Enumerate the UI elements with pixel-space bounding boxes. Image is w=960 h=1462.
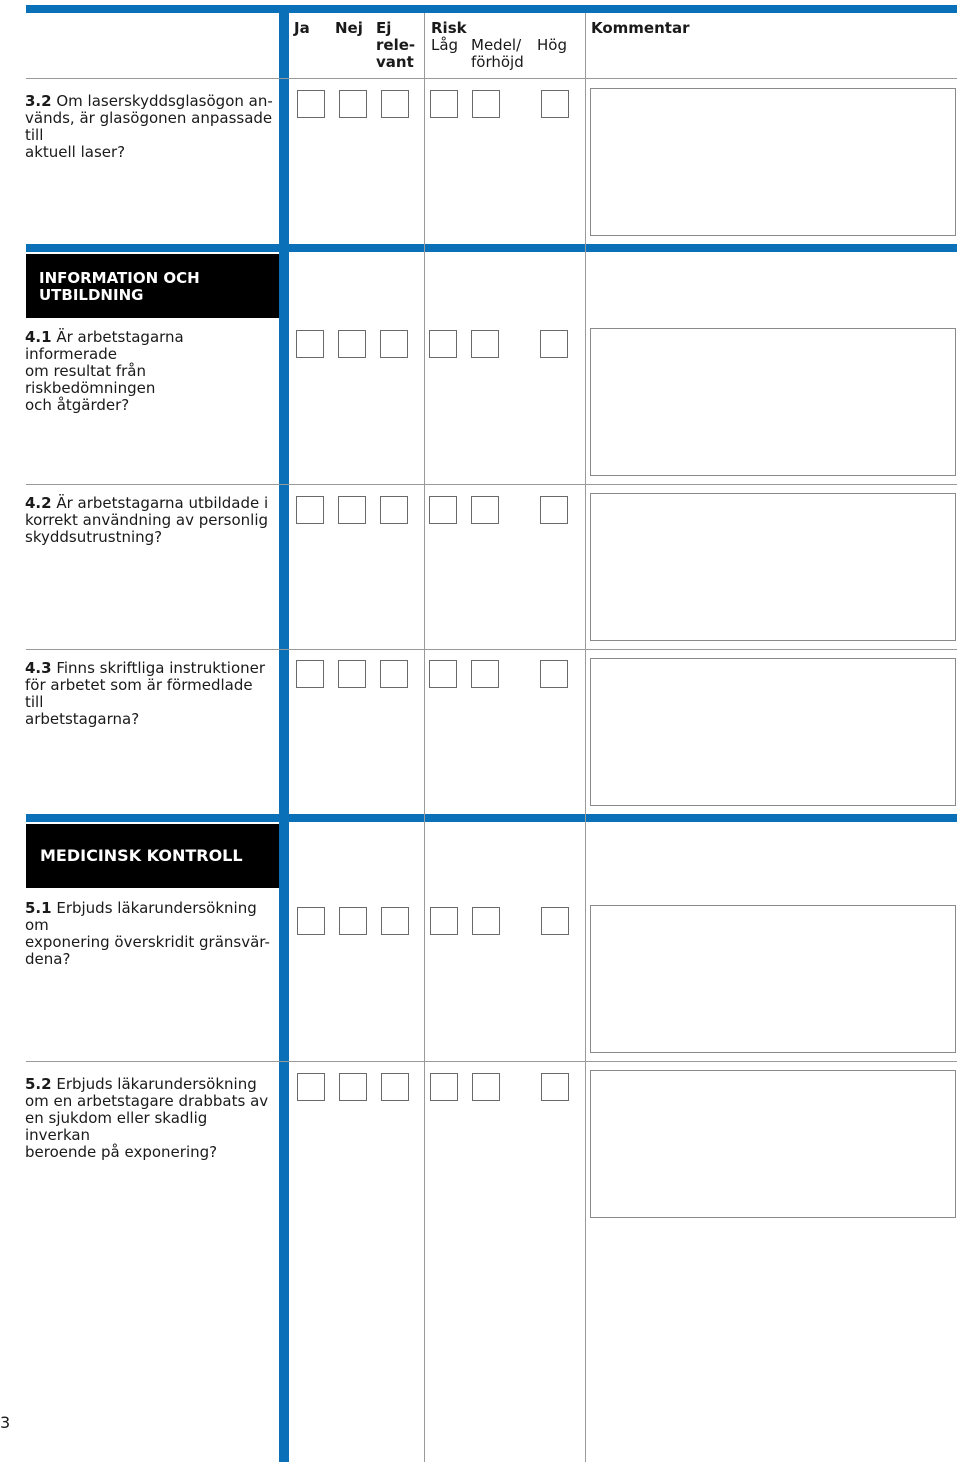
checkbox-5-2-risk-hog[interactable] — [541, 1073, 569, 1101]
header-medel-1: Medel/ — [471, 36, 522, 54]
question-text-line: om resultat från riskbedömningen — [25, 362, 156, 397]
question-text-line: en sjukdom eller skadlig inverkan — [25, 1109, 208, 1144]
checkbox-4-1-risk-lag[interactable] — [429, 330, 457, 358]
checkbox-4-1-risk-hog[interactable] — [540, 330, 568, 358]
question-number: 4.1 — [25, 328, 52, 346]
checkbox-3-2-risk-hog[interactable] — [541, 90, 569, 118]
checkbox-4-2-nej[interactable] — [338, 496, 366, 524]
header-ej-relevant-2: rele- — [376, 36, 416, 54]
checkbox-4-2-ja[interactable] — [296, 496, 324, 524]
header-nej: Nej — [335, 19, 363, 37]
question-text-line: arbetstagarna? — [25, 710, 140, 728]
question-text-line: Om laserskyddsglasögon an- — [51, 92, 273, 110]
question-text-line: Finns skriftliga instruktioner — [51, 659, 266, 677]
question-number: 4.2 — [25, 494, 52, 512]
checkbox-4-3-nej[interactable] — [338, 660, 366, 688]
checkbox-5-1-risk-medel[interactable] — [472, 907, 500, 935]
checkbox-5-2-ej-relevant[interactable] — [381, 1073, 409, 1101]
question-number: 3.2 — [25, 92, 52, 110]
checkbox-4-2-ej-relevant[interactable] — [380, 496, 408, 524]
question-number: 5.2 — [25, 1075, 52, 1093]
question-number: 4.3 — [25, 659, 52, 677]
header-hog: Hög — [537, 36, 567, 54]
section-header-information — [26, 254, 279, 318]
question-text-line: dena? — [25, 950, 71, 968]
section-title-line: UTBILDNING — [39, 286, 144, 304]
row-divider-q41 — [26, 484, 957, 485]
row-divider-header — [26, 78, 957, 79]
section-blue-bar-information — [26, 244, 957, 252]
checkbox-3-2-risk-medel[interactable] — [472, 90, 500, 118]
header-medel-2: förhöjd — [471, 53, 524, 71]
checkbox-5-1-nej[interactable] — [339, 907, 367, 935]
checkbox-4-2-risk-hog[interactable] — [540, 496, 568, 524]
checkbox-4-2-risk-medel[interactable] — [471, 496, 499, 524]
question-text-line: Är arbetstagarna utbildade i — [51, 494, 269, 512]
header-risk: Risk — [431, 19, 467, 37]
header-kommentar: Kommentar — [591, 19, 690, 37]
header-ej-relevant-3: vant — [376, 53, 414, 71]
question-text-line: korrekt användning av personlig — [25, 511, 269, 529]
checkbox-5-2-risk-lag[interactable] — [430, 1073, 458, 1101]
header-ja: Ja — [294, 19, 310, 37]
comment-box-5-2[interactable] — [590, 1070, 956, 1218]
checkbox-4-3-risk-lag[interactable] — [429, 660, 457, 688]
question-text-line: skyddsutrustning? — [25, 528, 163, 546]
checkbox-3-2-nej[interactable] — [339, 90, 367, 118]
checkbox-3-2-risk-lag[interactable] — [430, 90, 458, 118]
checkbox-5-2-risk-medel[interactable] — [472, 1073, 500, 1101]
question-4-3 — [25, 660, 275, 728]
checkbox-5-1-ej-relevant[interactable] — [381, 907, 409, 935]
question-3-2 — [25, 93, 275, 161]
vertical-blue-bar — [279, 5, 289, 1462]
comment-box-4-1[interactable] — [590, 328, 956, 476]
question-4-1 — [25, 329, 275, 414]
section-blue-bar-medicinsk — [26, 814, 957, 822]
question-text-line: Erbjuds läkarundersökning — [51, 1075, 257, 1093]
checkbox-4-3-risk-hog[interactable] — [540, 660, 568, 688]
section-header-medicinsk — [26, 824, 279, 888]
question-text-line: beroende på exponering? — [25, 1143, 218, 1161]
comment-box-3-2[interactable] — [590, 88, 956, 236]
question-5-2 — [25, 1076, 275, 1161]
checkbox-4-3-ej-relevant[interactable] — [380, 660, 408, 688]
row-divider-q51 — [26, 1061, 957, 1062]
checkbox-4-2-risk-lag[interactable] — [429, 496, 457, 524]
question-text-line: aktuell laser? — [25, 143, 126, 161]
checkbox-5-1-ja[interactable] — [297, 907, 325, 935]
column-divider-answers — [424, 13, 425, 1462]
page-number: 3 — [0, 1413, 11, 1432]
question-4-2 — [25, 495, 275, 546]
checkbox-4-1-nej[interactable] — [338, 330, 366, 358]
question-text-line: och åtgärder? — [25, 396, 130, 414]
question-text-line: Är arbetstagarna informerade — [25, 328, 184, 363]
checkbox-4-1-risk-medel[interactable] — [471, 330, 499, 358]
checkbox-5-2-ja[interactable] — [297, 1073, 325, 1101]
question-5-1 — [25, 900, 275, 968]
question-number: 5.1 — [25, 899, 52, 917]
checkbox-4-3-ja[interactable] — [296, 660, 324, 688]
comment-box-4-2[interactable] — [590, 493, 956, 641]
column-divider-risk — [585, 13, 586, 1462]
section-title-line: INFORMATION OCH — [39, 269, 200, 287]
question-text-line: om en arbetstagare drabbats av — [25, 1092, 269, 1110]
checkbox-5-1-risk-hog[interactable] — [541, 907, 569, 935]
question-text-line: exponering överskridit gränsvär- — [25, 933, 270, 951]
section-title-line: MEDICINSK KONTROLL — [40, 846, 243, 865]
checkbox-5-2-nej[interactable] — [339, 1073, 367, 1101]
header-ej-relevant-1: Ej — [376, 19, 392, 37]
comment-box-5-1[interactable] — [590, 905, 956, 1053]
header-lag: Låg — [431, 36, 459, 54]
checkbox-4-1-ja[interactable] — [296, 330, 324, 358]
question-text-line: Erbjuds läkarundersökning om — [25, 899, 257, 934]
question-text-line: för arbetet som är förmedlade till — [25, 676, 253, 711]
question-text-line: vänds, är glasögonen anpassade till — [25, 109, 273, 144]
comment-box-4-3[interactable] — [590, 658, 956, 806]
top-blue-bar — [26, 5, 957, 13]
checkbox-5-1-risk-lag[interactable] — [430, 907, 458, 935]
checkbox-3-2-ej-relevant[interactable] — [381, 90, 409, 118]
row-divider-q42 — [26, 649, 957, 650]
checkbox-4-3-risk-medel[interactable] — [471, 660, 499, 688]
checkbox-3-2-ja[interactable] — [297, 90, 325, 118]
checkbox-4-1-ej-relevant[interactable] — [380, 330, 408, 358]
